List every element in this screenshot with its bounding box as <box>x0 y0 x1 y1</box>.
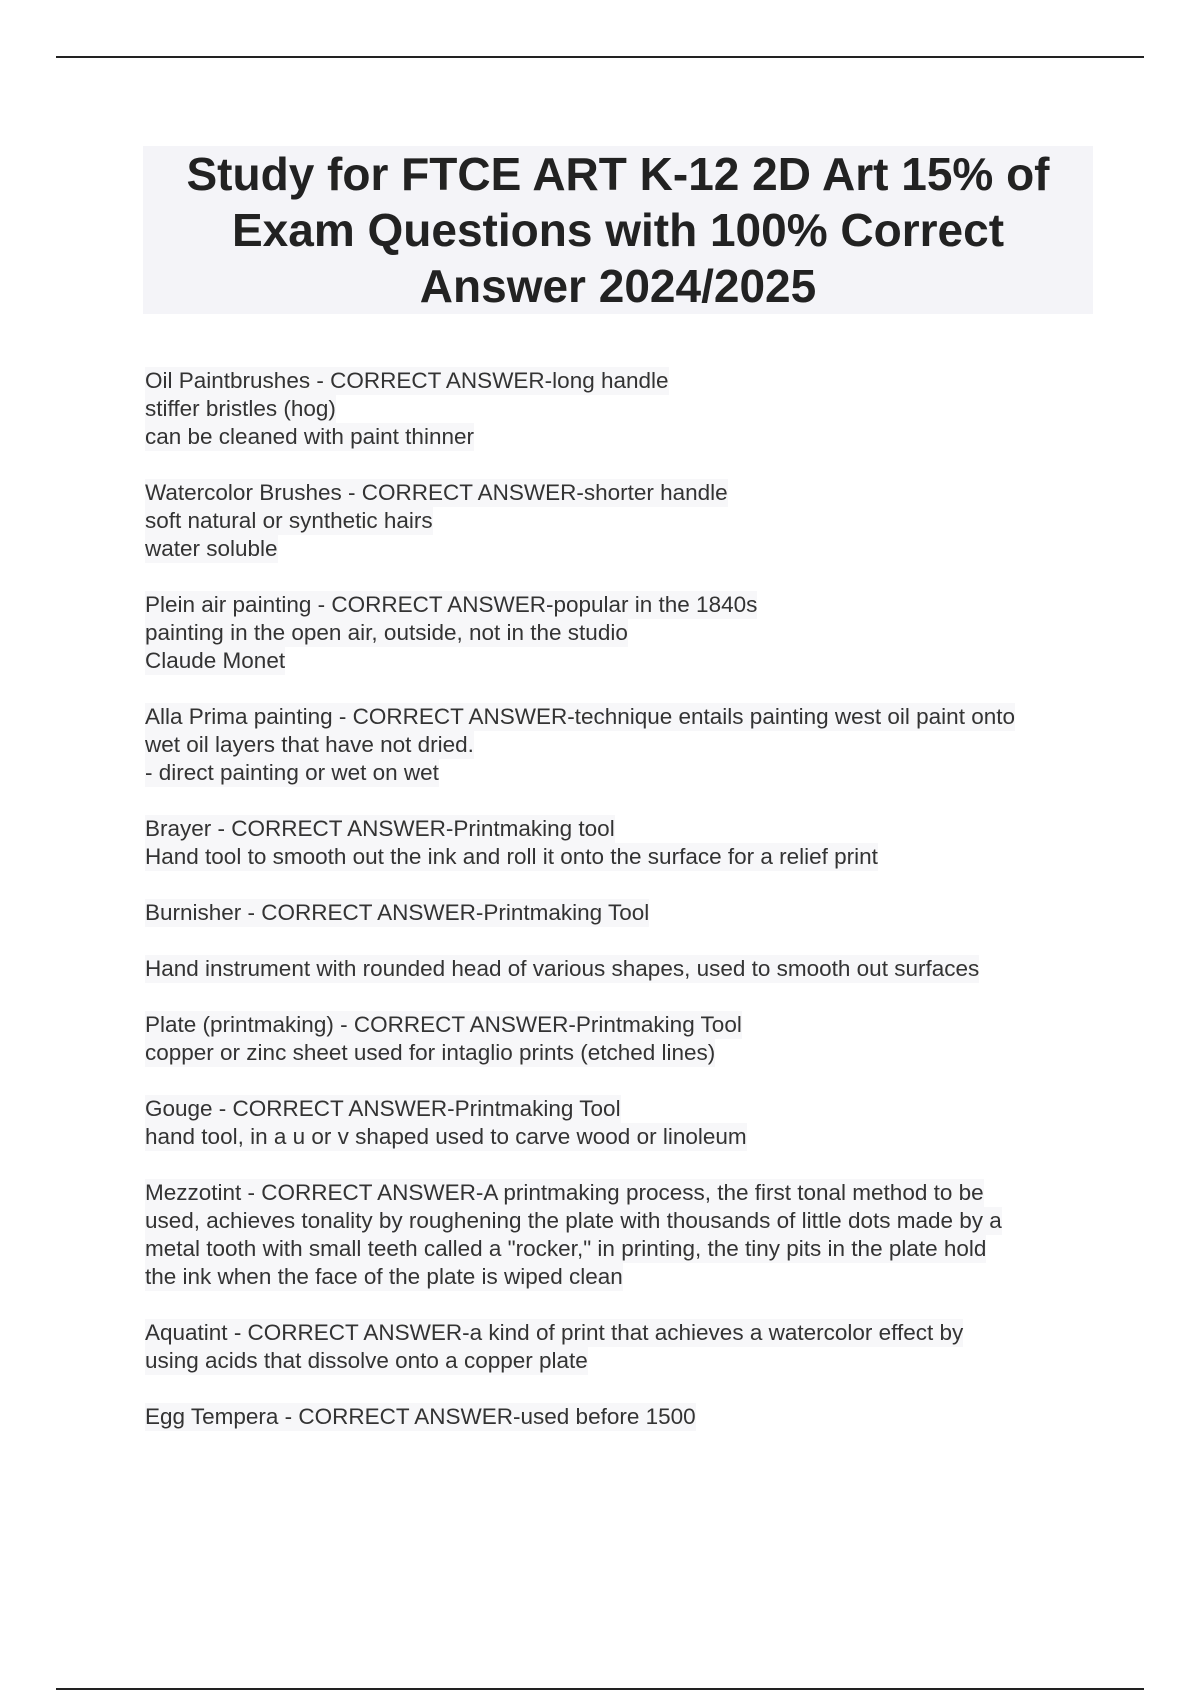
term-answer-line: Mezzotint - CORRECT ANSWER-A printmaking process, the first tonal method to be <box>145 1180 984 1205</box>
answer-detail-line: using acids that dissolve onto a copper plate <box>145 1348 588 1373</box>
term-answer-line: Aquatint - CORRECT ANSWER-a kind of print that achieves a watercolor effect by <box>145 1320 964 1345</box>
answer-detail-line: - direct painting or wet on wet <box>145 760 439 785</box>
answer-detail-line: water soluble <box>145 536 278 561</box>
flashcard-entry <box>145 1319 1095 1375</box>
answer-detail-line: used, achieves tonality by roughening the plate with thousands of little dots made by a <box>145 1208 1002 1233</box>
flashcard-entry <box>145 591 1095 675</box>
flashcard-entry <box>145 1403 1095 1431</box>
term-answer-line: Alla Prima painting - CORRECT ANSWER-technique entails painting west oil paint onto <box>145 704 1015 729</box>
term-answer-line: Egg Tempera - CORRECT ANSWER-used before 1500 <box>145 1404 696 1429</box>
answer-detail-line: soft natural or synthetic hairs <box>145 508 433 533</box>
answer-detail-line: stiffer bristles (hog) <box>145 396 336 421</box>
flashcard-entry <box>145 815 1095 871</box>
term-answer-line: Brayer - CORRECT ANSWER-Printmaking tool <box>145 816 615 841</box>
answer-detail-line: can be cleaned with paint thinner <box>145 424 474 449</box>
flashcard-list <box>145 367 1095 1459</box>
term-answer-line: Plate (printmaking) - CORRECT ANSWER-Printmaking Tool <box>145 1012 742 1037</box>
flashcard-entry <box>145 367 1095 451</box>
answer-detail-line: the ink when the face of the plate is wiped clean <box>145 1264 623 1289</box>
answer-detail-line: wet oil layers that have not dried. <box>145 732 474 757</box>
answer-detail-line: painting in the open air, outside, not in the studio <box>145 620 628 645</box>
answer-detail-line: Hand tool to smooth out the ink and roll it onto the surface for a relief print <box>145 844 878 869</box>
page-title: Study for FTCE ART K-12 2D Art 15% of Exam Questions with 100% Correct Answer 2024/2025 <box>186 148 1050 312</box>
flashcard-entry <box>145 899 1095 927</box>
term-answer-line: Watercolor Brushes - CORRECT ANSWER-shorter handle <box>145 480 728 505</box>
term-answer-line: Oil Paintbrushes - CORRECT ANSWER-long handle <box>145 368 669 393</box>
bottom-rule <box>56 1688 1144 1690</box>
answer-detail-line: metal tooth with small teeth called a "rocker," in printing, the tiny pits in the plate hold <box>145 1236 987 1261</box>
flashcard-entry <box>145 1095 1095 1151</box>
title-banner <box>143 146 1093 314</box>
flashcard-entry <box>145 1011 1095 1067</box>
answer-detail-line: copper or zinc sheet used for intaglio prints (etched lines) <box>145 1040 716 1065</box>
answer-detail-line: hand tool, in a u or v shaped used to carve wood or linoleum <box>145 1124 747 1149</box>
flashcard-entry <box>145 479 1095 563</box>
flashcard-entry <box>145 955 1095 983</box>
term-answer-line: Burnisher - CORRECT ANSWER-Printmaking Tool <box>145 900 650 925</box>
top-rule <box>56 56 1144 58</box>
term-answer-line: Gouge - CORRECT ANSWER-Printmaking Tool <box>145 1096 621 1121</box>
flashcard-entry <box>145 1179 1095 1291</box>
answer-detail-line: Claude Monet <box>145 648 286 673</box>
term-answer-line: Plein air painting - CORRECT ANSWER-popular in the 1840s <box>145 592 758 617</box>
flashcard-entry <box>145 703 1095 787</box>
term-answer-line: Hand instrument with rounded head of various shapes, used to smooth out surfaces <box>145 956 980 981</box>
